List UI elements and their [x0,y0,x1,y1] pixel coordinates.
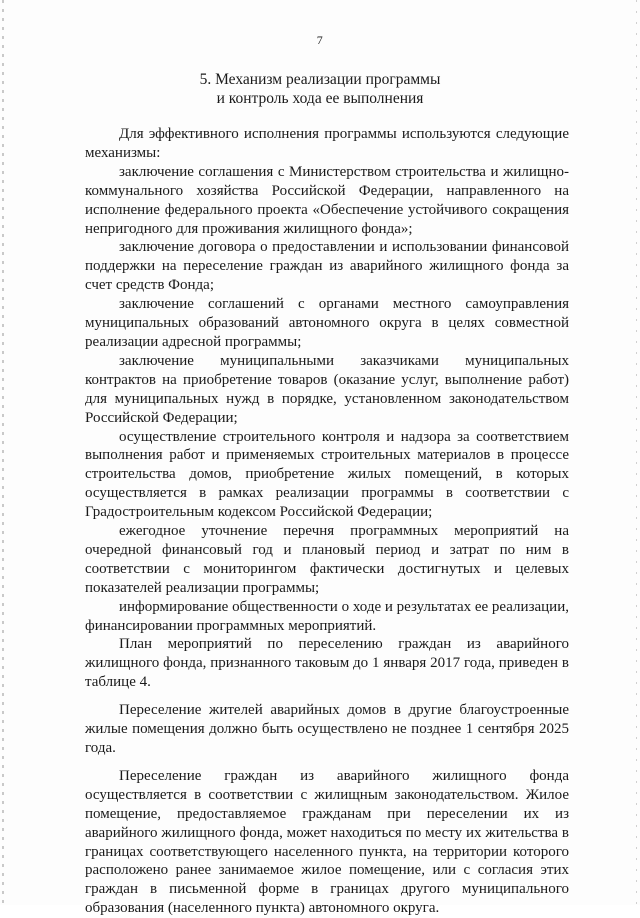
paragraph-mechanism-public-informing: информирование общественности о ходе и результатах ее реализации, финансировании программных мероприятий. [85,598,569,634]
scan-edge-right [636,0,637,905]
paragraph-mechanism-municipal-contracts: заключение муниципальными заказчиками муниципальных контрактов на приобретение товаров (оказание услуг, выполнение работ) для муниципальных нужд в порядке, установленном законодательством Российской Федерации; [85,352,569,426]
paragraph-mechanism-construction-control: осуществление строительного контроля и надзора за соответствием выполнения работ и применяемых строительных материалов в процессе строительства домов, приобретение жилых помещений, в которых осуществляется в рамках реализации программы в соответствии с Градостроительным кодексом Российской Федерации; [85,428,569,521]
paragraph-relocation-plan: План мероприятий по переселению граждан из аварийного жилищного фонда, признанного таковым до 1 января 2017 года, приведен в таблице 4. [85,636,569,691]
paragraph-relocation-deadline: Переселение жителей аварийных домов в другие благоустроенные жилые помещения должно быть осуществлено не позднее 1 сентября 2025 года. [85,702,569,756]
paragraph-mechanism-agreement-ministry: заключение соглашения с Министерством строительства и жилищно-коммунального хозяйства Российской Федерации, направленного на исполнение федерального проекта «Обеспечение устойчивого сокращения непригодного для проживания жилищного фонда»; [85,163,569,237]
document-body [85,125,569,918]
section-heading [0,70,640,108]
paragraph-mechanism-annual-update: ежегодное уточнение перечня программных мероприятий на очередной финансовый год и плановый период и затрат по ним в соответствии с мониторингом фактически достигнутых и целевых показателей реализации программы; [85,523,569,596]
paragraph-intro: Для эффективного исполнения программы используются следующие механизмы: [85,126,569,161]
section-heading-line-2: и контроль хода ее выполнения [216,90,424,107]
paragraph-mechanism-municipal-agreements: заключение соглашений с органами местного самоуправления муниципальных образований автономного округа в целях совместной реализации адресной программы; [85,296,569,350]
paragraph-relocation-housing: Переселение граждан из аварийного жилищного фонда осуществляется в соответствии с жилищным законодательством. Жилое помещение, предоставляемое гражданам при переселении их из аварийного жилищного фонда, может находиться по месту их жительства в границах соответствующего населенного пункта, на территории которого расположено ранее занимаемое жилое помещение, или с согласия этих граждан в письменной форме в границах другого муниципального образования (населенного пункта) автономного округа. [85,767,569,917]
scan-edge-left [2,0,4,905]
page-number: 7 [316,33,324,47]
section-heading-line-1: 5. Механизм реализации программы [199,71,441,88]
paragraph-mechanism-financial-support: заключение договора о предоставлении и использовании финансовой поддержки на переселение граждан из аварийного жилищного фонда за счет средств Фонда; [85,239,569,294]
